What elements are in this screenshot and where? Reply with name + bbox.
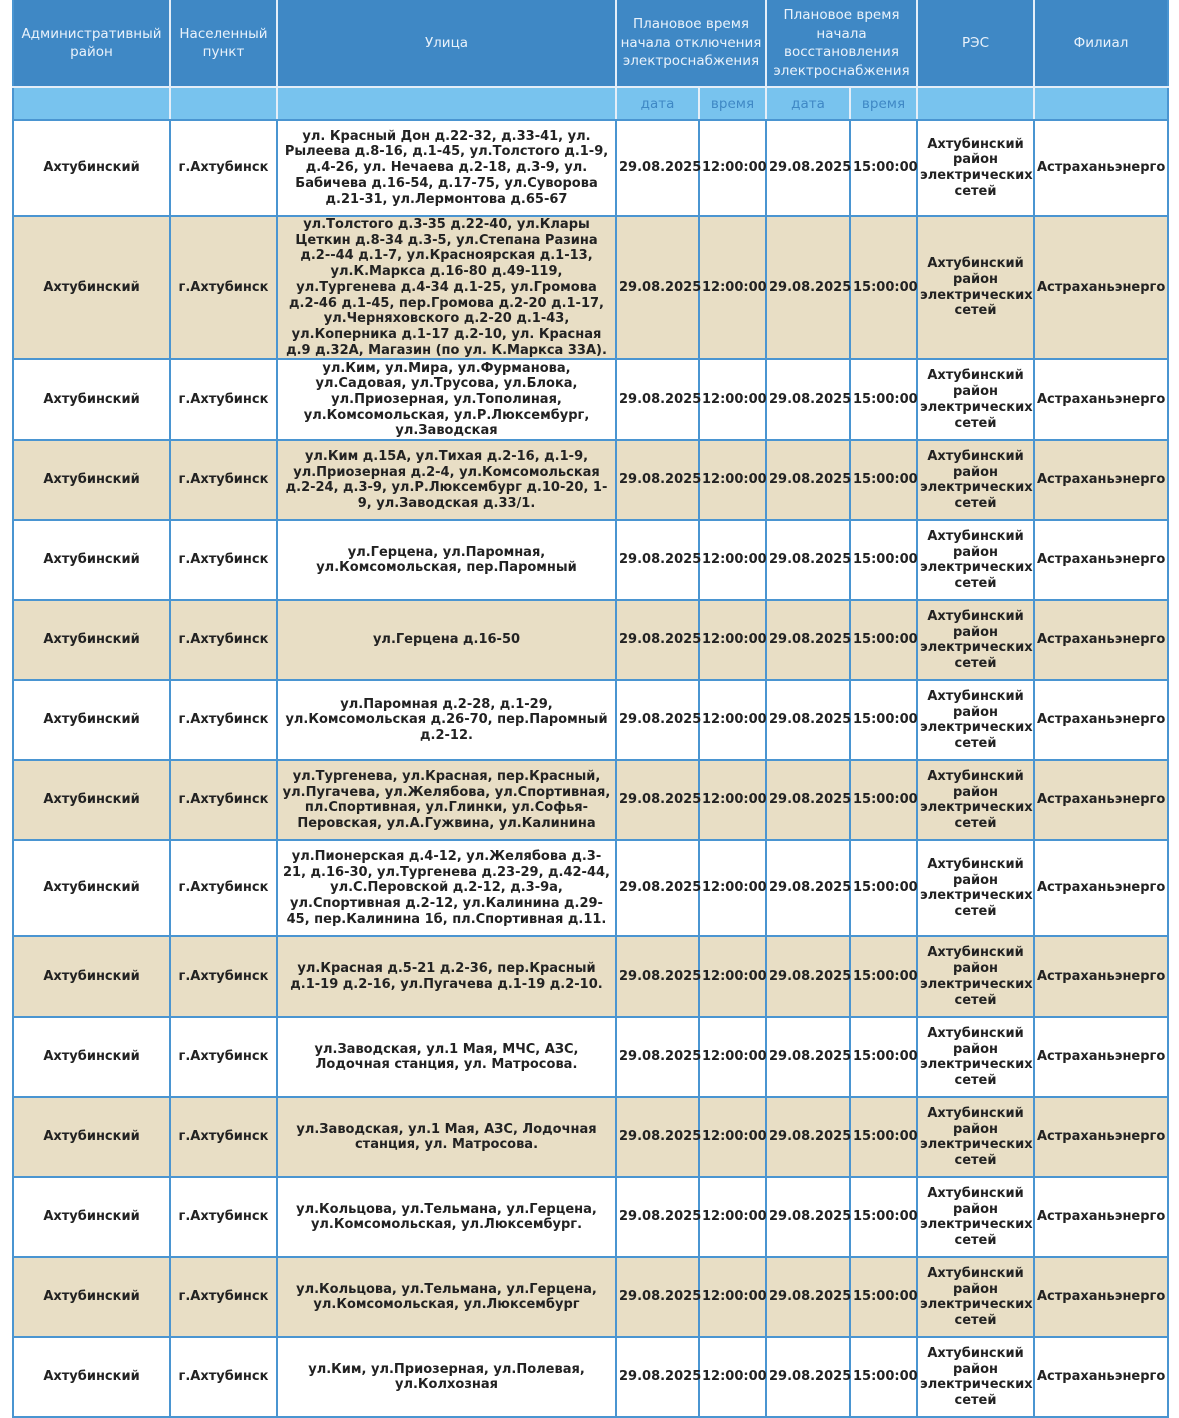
cell-on-time: 15:00:00 [850,216,917,359]
cell-off-date: 29.08.2025 [616,520,699,600]
table-row [13,760,1168,840]
cell-branch: Астраханьэнерго [1034,216,1168,359]
cell-off-date: 29.08.2025 [616,760,699,840]
cell-street: ул.Кольцова, ул.Тельмана, ул.Герцена, ул.Комсомольская, ул.Люксембург [277,1257,616,1337]
cell-branch: Астраханьэнерго [1034,359,1168,440]
cell-district: Ахтубинский [13,440,170,520]
cell-off-time: 12:00:00 [699,1097,766,1177]
cell-branch: Астраханьэнерго [1034,680,1168,760]
header-street: Улица [277,0,616,87]
cell-on-time: 15:00:00 [850,520,917,600]
cell-off-date: 29.08.2025 [616,120,699,216]
subheader-row [13,87,1168,120]
cell-off-date: 29.08.2025 [616,600,699,680]
cell-branch: Астраханьэнерго [1034,1097,1168,1177]
cell-locality: г.Ахтубинск [170,600,277,680]
cell-off-date: 29.08.2025 [616,840,699,936]
cell-street: ул. Красный Дон д.22-32, д.33-41, ул. Рылеева д.8-16, д.1-45, ул.Толстого д.1-9, д.4-26, ул. Нечаева д.2-18, д.3-9, ул. Бабичева д.16-54, д.17-75, ул.Суворова д.21-31, ул.Лермонтова д.65-67 [277,120,616,216]
cell-district: Ахтубинский [13,120,170,216]
subheader-empty [170,87,277,120]
cell-district: Ахтубинский [13,359,170,440]
cell-street: ул.Ким, ул.Приозерная, ул.Полевая, ул.Колхозная [277,1337,616,1417]
cell-on-date: 29.08.2025 [766,600,850,680]
cell-street: ул.Заводская, ул.1 Мая, МЧС, АЗС, Лодочная станция, ул. Матросова. [277,1017,616,1097]
cell-on-time: 15:00:00 [850,1177,917,1257]
cell-locality: г.Ахтубинск [170,120,277,216]
cell-locality: г.Ахтубинск [170,520,277,600]
subheader-on-date: дата [766,87,850,120]
cell-branch: Астраханьэнерго [1034,1257,1168,1337]
table-row [13,680,1168,760]
cell-district: Ахтубинский [13,600,170,680]
cell-on-time: 15:00:00 [850,1337,917,1417]
cell-on-time: 15:00:00 [850,600,917,680]
cell-locality: г.Ахтубинск [170,1257,277,1337]
table-row [13,1337,1168,1417]
outage-schedule-table [12,0,1169,1418]
cell-district: Ахтубинский [13,760,170,840]
table-row [13,359,1168,440]
cell-off-date: 29.08.2025 [616,1097,699,1177]
cell-on-time: 15:00:00 [850,440,917,520]
cell-district: Ахтубинский [13,936,170,1017]
cell-off-time: 12:00:00 [699,600,766,680]
table-row [13,1097,1168,1177]
cell-off-date: 29.08.2025 [616,1177,699,1257]
cell-on-date: 29.08.2025 [766,936,850,1017]
cell-on-time: 15:00:00 [850,359,917,440]
subheader-empty [917,87,1034,120]
table-body [13,120,1168,1417]
cell-branch: Астраханьэнерго [1034,936,1168,1017]
cell-branch: Астраханьэнерго [1034,1177,1168,1257]
cell-on-date: 29.08.2025 [766,216,850,359]
cell-on-date: 29.08.2025 [766,680,850,760]
cell-res: Ахтубинский район электрических сетей [917,840,1034,936]
cell-street: ул.Герцена д.16-50 [277,600,616,680]
table-row [13,1257,1168,1337]
cell-branch: Астраханьэнерго [1034,120,1168,216]
cell-on-date: 29.08.2025 [766,520,850,600]
cell-off-time: 12:00:00 [699,1257,766,1337]
cell-on-time: 15:00:00 [850,120,917,216]
header-locality: Населенный пункт [170,0,277,87]
cell-on-date: 29.08.2025 [766,359,850,440]
cell-off-time: 12:00:00 [699,440,766,520]
cell-off-time: 12:00:00 [699,120,766,216]
cell-res: Ахтубинский район электрических сетей [917,1257,1034,1337]
cell-locality: г.Ахтубинск [170,1017,277,1097]
cell-off-date: 29.08.2025 [616,359,699,440]
cell-branch: Астраханьэнерго [1034,1337,1168,1417]
cell-off-date: 29.08.2025 [616,216,699,359]
cell-locality: г.Ахтубинск [170,760,277,840]
cell-off-time: 12:00:00 [699,1017,766,1097]
cell-res: Ахтубинский район электрических сетей [917,1097,1034,1177]
cell-off-date: 29.08.2025 [616,936,699,1017]
cell-street: ул.Герцена, ул.Паромная, ул.Комсомольская, пер.Паромный [277,520,616,600]
cell-street: ул.Толстого д.3-35 д.22-40, ул.Клары Цеткин д.8-34 д.3-5, ул.Степана Разина д.2--44 д.1-7, ул.Красноярская д.1-13, ул.К.Маркса д.16-80 д.49-119, ул.Тургенева д.4-34 д.1-25, ул.Громова д.2-46 д.1-45, пер.Громова д.2-20 д.1-17, ул.Черняховского д.2-20 д.1-43, ул.Коперника д.1-17 д.2-10, ул. Красная д.9 д.32А, Магазин (по ул. К.Маркса 33А). [277,216,616,359]
cell-locality: г.Ахтубинск [170,1177,277,1257]
cell-on-date: 29.08.2025 [766,840,850,936]
header-on-time: Плановое время начала восстановления электроснабжения [766,0,917,87]
cell-on-time: 15:00:00 [850,1097,917,1177]
cell-on-date: 29.08.2025 [766,1177,850,1257]
cell-branch: Астраханьэнерго [1034,520,1168,600]
cell-res: Ахтубинский район электрических сетей [917,680,1034,760]
cell-res: Ахтубинский район электрических сетей [917,359,1034,440]
header-off-time: Плановое время начала отключения электроснабжения [616,0,766,87]
cell-res: Ахтубинский район электрических сетей [917,1017,1034,1097]
cell-res: Ахтубинский район электрических сетей [917,600,1034,680]
subheader-empty [1034,87,1168,120]
table-row [13,120,1168,216]
cell-district: Ахтубинский [13,1337,170,1417]
cell-on-date: 29.08.2025 [766,1097,850,1177]
cell-off-date: 29.08.2025 [616,680,699,760]
cell-locality: г.Ахтубинск [170,1337,277,1417]
cell-on-time: 15:00:00 [850,1257,917,1337]
cell-street: ул.Ким д.15А, ул.Тихая д.2-16, д.1-9, ул.Приозерная д.2-4, ул.Комсомольская д.2-24, д.3-9, ул.Р.Люксембург д.10-20, 1-9, ул.Заводская д.33/1. [277,440,616,520]
cell-res: Ахтубинский район электрических сетей [917,440,1034,520]
cell-off-time: 12:00:00 [699,840,766,936]
cell-locality: г.Ахтубинск [170,1097,277,1177]
cell-off-time: 12:00:00 [699,1337,766,1417]
cell-district: Ахтубинский [13,680,170,760]
header-row [13,0,1168,87]
cell-district: Ахтубинский [13,1017,170,1097]
table-row [13,520,1168,600]
cell-district: Ахтубинский [13,840,170,936]
cell-district: Ахтубинский [13,1177,170,1257]
header-branch: Филиал [1034,0,1168,87]
cell-on-date: 29.08.2025 [766,1257,850,1337]
cell-locality: г.Ахтубинск [170,359,277,440]
cell-on-time: 15:00:00 [850,840,917,936]
cell-res: Ахтубинский район электрических сетей [917,760,1034,840]
subheader-empty [277,87,616,120]
cell-street: ул.Тургенева, ул.Красная, пер.Красный, ул.Пугачева, ул.Желябова, ул.Спортивная, пл.Спортивная, ул.Глинки, ул.Софья-Перовская, ул.А.Гужвина, ул.Калинина [277,760,616,840]
subheader-on-time: время [850,87,917,120]
table-row [13,1017,1168,1097]
cell-res: Ахтубинский район электрических сетей [917,936,1034,1017]
cell-off-time: 12:00:00 [699,760,766,840]
cell-street: ул.Паромная д.2-28, д.1-29, ул.Комсомольская д.26-70, пер.Паромный д.2-12. [277,680,616,760]
cell-off-time: 12:00:00 [699,216,766,359]
cell-on-date: 29.08.2025 [766,760,850,840]
table-row [13,1177,1168,1257]
cell-district: Ахтубинский [13,1257,170,1337]
cell-locality: г.Ахтубинск [170,216,277,359]
table-row [13,936,1168,1017]
cell-locality: г.Ахтубинск [170,440,277,520]
cell-off-date: 29.08.2025 [616,1017,699,1097]
cell-locality: г.Ахтубинск [170,840,277,936]
cell-on-date: 29.08.2025 [766,440,850,520]
cell-street: ул.Пионерская д.4-12, ул.Желябова д.3-21, д.16-30, ул.Тургенева д.23-29, д.42-44, ул.С.Перовской д.2-12, д.3-9а, ул.Спортивная д.2-12, ул.Калинина д.29-45, пер.Калинина 1б, пл.Спортивная д.11. [277,840,616,936]
cell-district: Ахтубинский [13,1097,170,1177]
cell-locality: г.Ахтубинск [170,680,277,760]
cell-street: ул.Кольцова, ул.Тельмана, ул.Герцена, ул.Комсомольская, ул.Люксембург. [277,1177,616,1257]
cell-street: ул.Заводская, ул.1 Мая, АЗС, Лодочная станция, ул. Матросова. [277,1097,616,1177]
cell-branch: Астраханьэнерго [1034,840,1168,936]
subheader-off-date: дата [616,87,699,120]
cell-locality: г.Ахтубинск [170,936,277,1017]
table-row [13,216,1168,359]
table-row [13,600,1168,680]
cell-street: ул.Красная д.5-21 д.2-36, пер.Красный д.1-19 д.2-16, ул.Пугачева д.1-19 д.2-10. [277,936,616,1017]
subheader-empty [13,87,170,120]
table-row [13,440,1168,520]
cell-branch: Астраханьэнерго [1034,600,1168,680]
cell-off-date: 29.08.2025 [616,440,699,520]
cell-on-date: 29.08.2025 [766,1337,850,1417]
cell-off-time: 12:00:00 [699,520,766,600]
cell-street: ул.Ким, ул.Мира, ул.Фурманова, ул.Садовая, ул.Трусова, ул.Блока, ул.Приозерная, ул.Тополиная, ул.Комсомольская, ул.Р.Люксембург, ул.Заводская [277,359,616,440]
cell-on-time: 15:00:00 [850,760,917,840]
cell-off-time: 12:00:00 [699,680,766,760]
cell-district: Ахтубинский [13,216,170,359]
cell-branch: Астраханьэнерго [1034,1017,1168,1097]
cell-district: Ахтубинский [13,520,170,600]
cell-off-date: 29.08.2025 [616,1257,699,1337]
cell-on-time: 15:00:00 [850,936,917,1017]
cell-on-time: 15:00:00 [850,680,917,760]
cell-branch: Астраханьэнерго [1034,440,1168,520]
cell-res: Ахтубинский район электрических сетей [917,1177,1034,1257]
header-district: Административный район [13,0,170,87]
cell-on-time: 15:00:00 [850,1017,917,1097]
header-res: РЭС [917,0,1034,87]
cell-off-time: 12:00:00 [699,359,766,440]
cell-off-time: 12:00:00 [699,1177,766,1257]
cell-off-time: 12:00:00 [699,936,766,1017]
cell-res: Ахтубинский район электрических сетей [917,120,1034,216]
cell-res: Ахтубинский район электрических сетей [917,216,1034,359]
table-row [13,840,1168,936]
cell-branch: Астраханьэнерго [1034,760,1168,840]
cell-on-date: 29.08.2025 [766,120,850,216]
cell-res: Ахтубинский район электрических сетей [917,520,1034,600]
cell-on-date: 29.08.2025 [766,1017,850,1097]
cell-off-date: 29.08.2025 [616,1337,699,1417]
subheader-off-time: время [699,87,766,120]
cell-res: Ахтубинский район электрических сетей [917,1337,1034,1417]
